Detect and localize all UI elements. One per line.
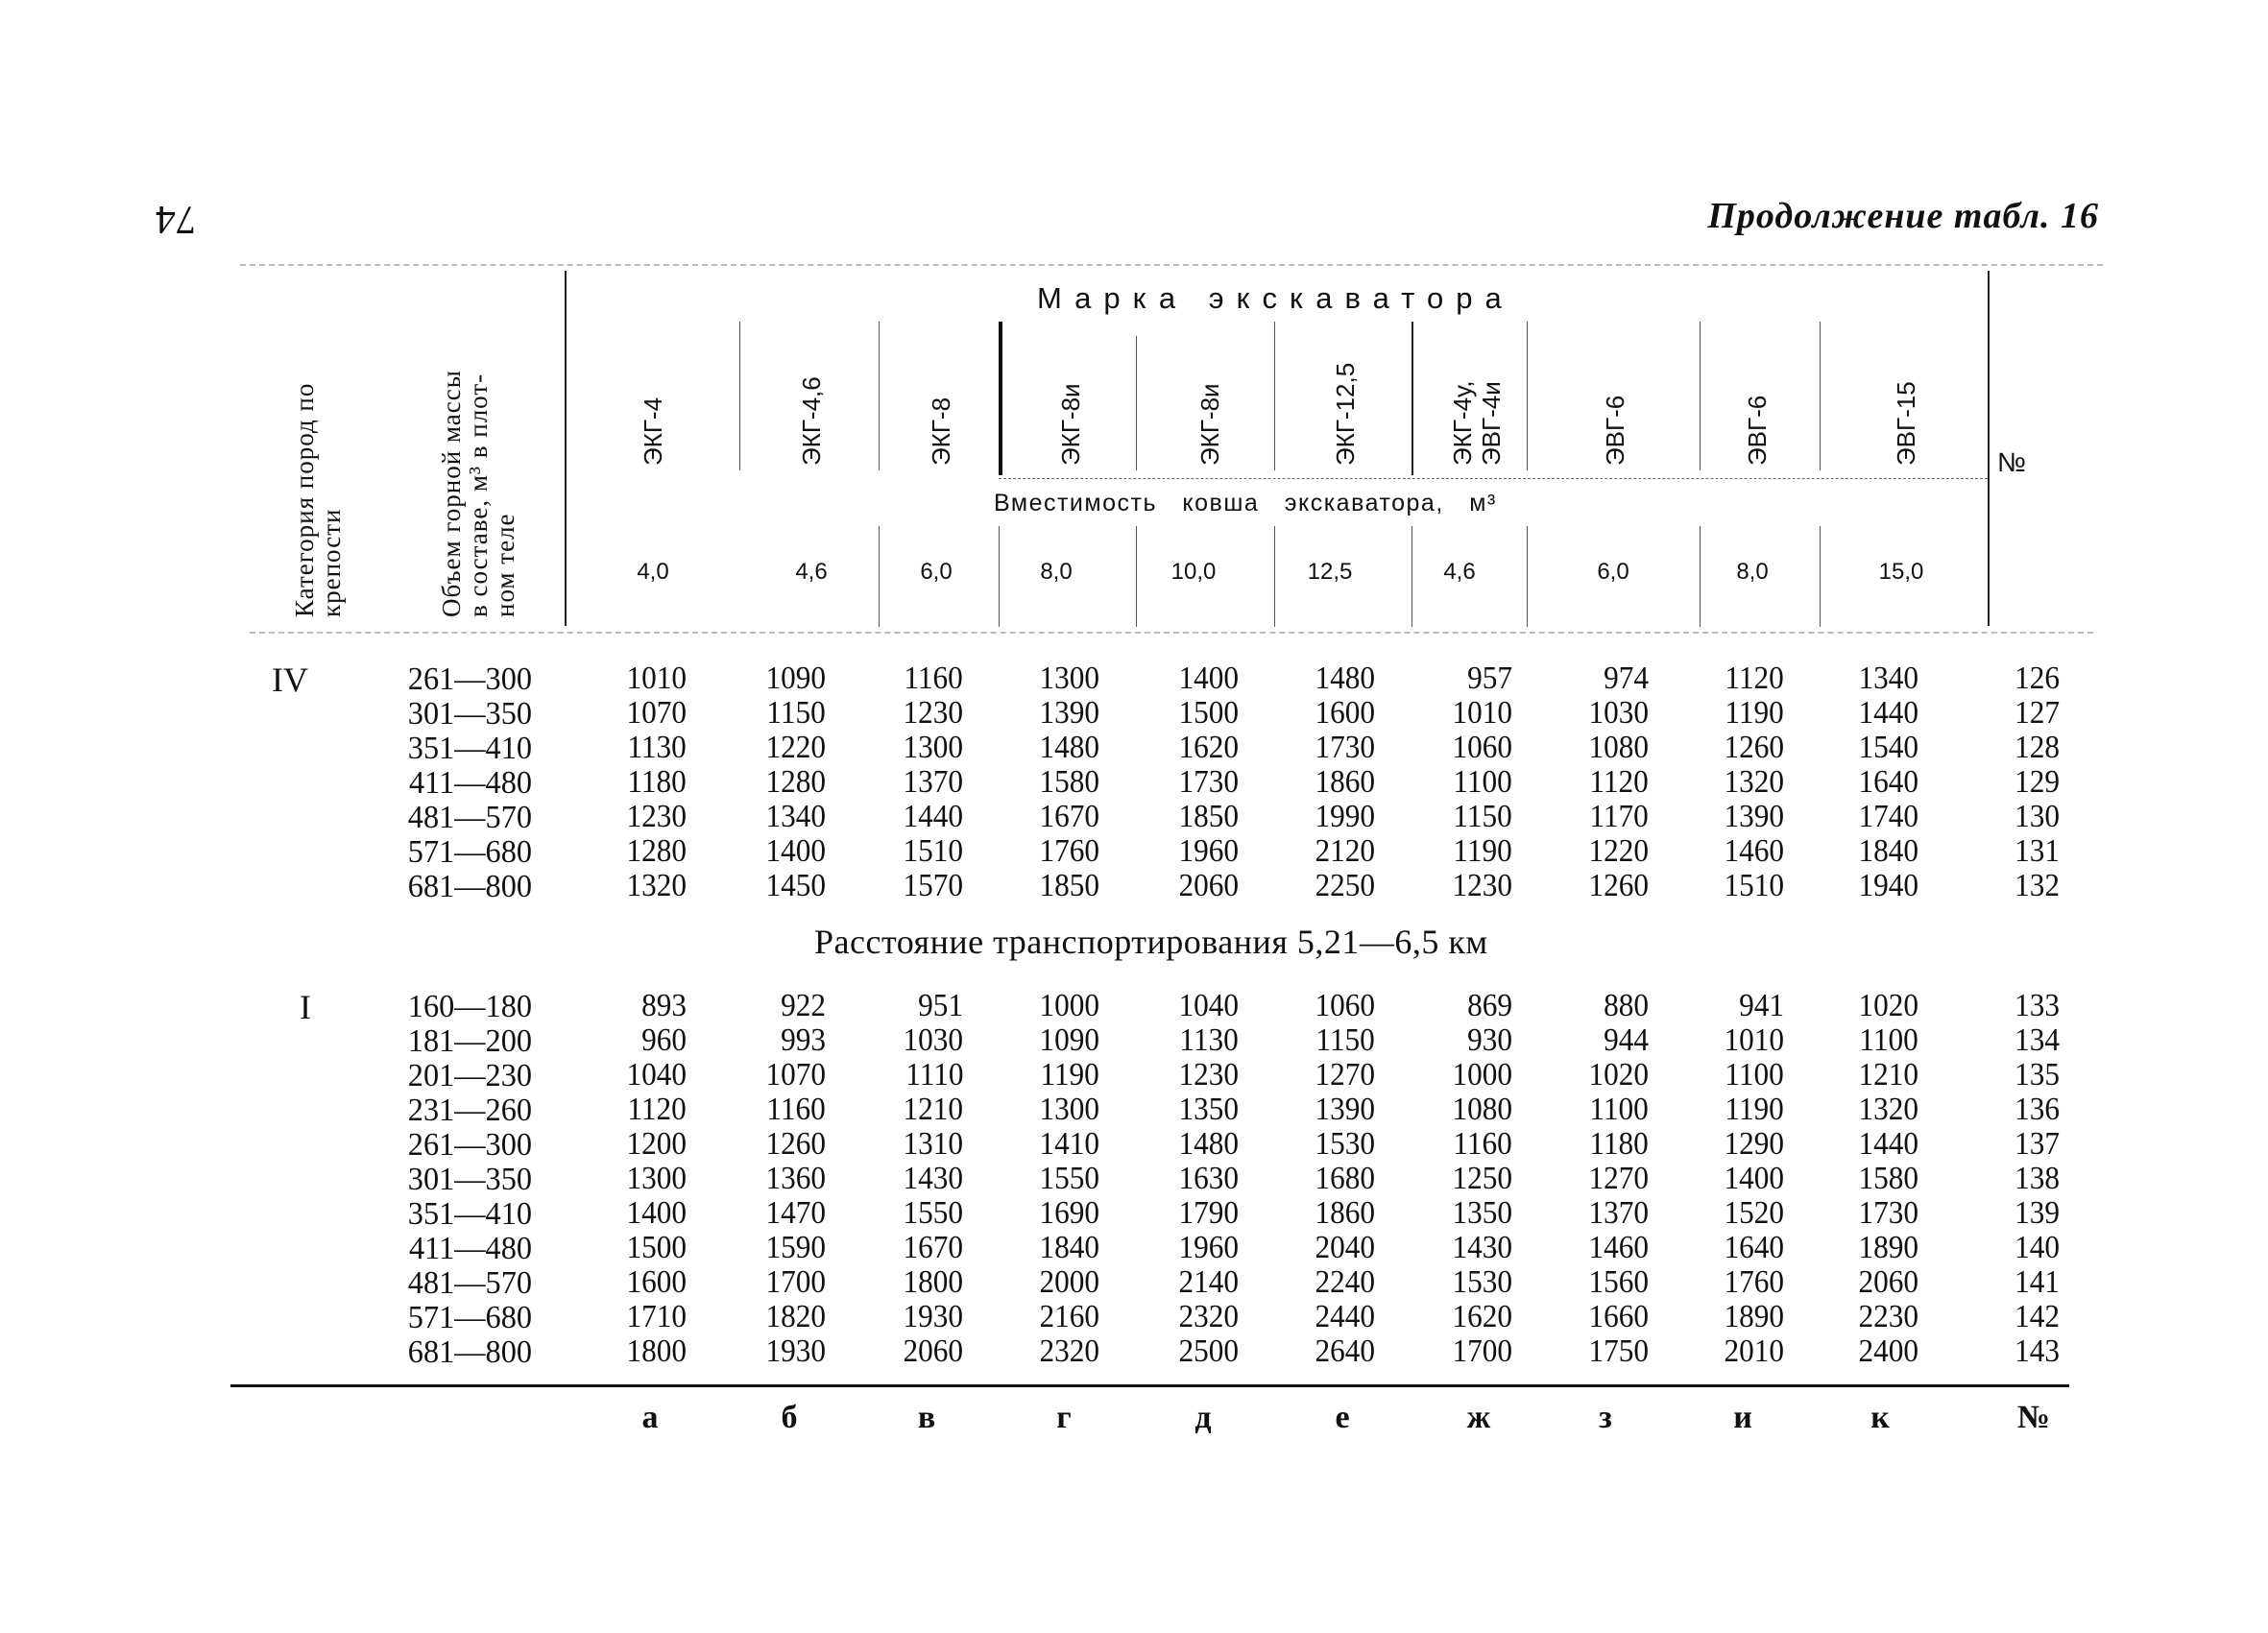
row-number: 143 (2015, 1333, 2060, 1369)
table-cell: 1090 (765, 660, 826, 696)
row-number: 139 (2015, 1195, 2060, 1231)
table-cell: 1440 (1858, 1126, 1918, 1162)
header-col-divider (999, 322, 1002, 475)
table-cell: 2060 (903, 1333, 963, 1369)
row-number: 141 (2015, 1264, 2060, 1300)
table-cell: 1820 (765, 1299, 826, 1334)
table-cell: 1530 (1452, 1264, 1512, 1300)
table-cell: 1680 (1315, 1161, 1375, 1196)
table-cell: 1450 (765, 868, 826, 903)
table-cell: 1400 (626, 1195, 687, 1231)
table-cell: 2500 (1178, 1333, 1239, 1369)
table-cell: 1480 (1039, 730, 1099, 765)
table-cell: 1730 (1315, 730, 1375, 765)
table-cell: 1180 (627, 764, 687, 800)
table-cell: 993 (781, 1022, 826, 1058)
table-cell: 1010 (626, 660, 687, 696)
table-cell: 2140 (1178, 1264, 1239, 1300)
volume-range: 261—300 (407, 661, 532, 697)
table-cell: 1460 (1724, 833, 1784, 869)
table-cell: 1060 (1315, 988, 1375, 1023)
row-number: 136 (2015, 1092, 2060, 1127)
table-cell: 1700 (1452, 1333, 1512, 1369)
table-cell: 1730 (1858, 1195, 1918, 1231)
table-cell: 1120 (627, 1092, 687, 1127)
table-cell: 1480 (1178, 1126, 1239, 1162)
model-header: ЭКГ-8и (1195, 383, 1224, 466)
capacity-value: 15,0 (1878, 559, 1924, 585)
row-number: 127 (2015, 695, 2060, 731)
table-cell: 1640 (1858, 764, 1918, 800)
table-cell: 1400 (765, 833, 826, 869)
volume-range: 231—260 (407, 1093, 532, 1128)
capacity-value: 8,0 (1040, 559, 1073, 585)
table-cell: 1260 (765, 1126, 826, 1162)
model-header: ЭКГ-12,5 (1331, 362, 1360, 466)
table-cell: 1040 (1178, 988, 1239, 1023)
table-cell: 1390 (1724, 799, 1784, 834)
table-cell: 1060 (1452, 730, 1512, 765)
table-cell: 1600 (1315, 695, 1375, 731)
table-cell: 1320 (1858, 1092, 1918, 1127)
row-number: 135 (2015, 1057, 2060, 1093)
section-title: Расстояние транспортирования 5,21—6,5 км (814, 923, 1488, 961)
table-cell: 1090 (1039, 1022, 1099, 1058)
table-cell: 1340 (765, 799, 826, 834)
table-cell: 1220 (1588, 833, 1649, 869)
table-cell: 1160 (766, 1092, 826, 1127)
table-cell: 1620 (1178, 730, 1239, 765)
table-cell: 1600 (626, 1264, 687, 1300)
table-cell: 1960 (1178, 833, 1239, 869)
table-cell: 1250 (1452, 1161, 1512, 1196)
category-header: Категория пород по крепости (290, 382, 346, 617)
model-header: ЭВГ-15 (1892, 381, 1920, 466)
table-cell: 951 (918, 988, 963, 1023)
table-cell: 1340 (1858, 660, 1918, 696)
table-cell: 1300 (1039, 660, 1099, 696)
capacity-value: 4,0 (637, 559, 669, 585)
volume-header: Объем горной массы в составе, м³ в плот- ном теле (437, 370, 519, 617)
header-col-divider (1136, 336, 1137, 470)
table-cell: 1430 (903, 1161, 963, 1196)
table-cell: 1300 (903, 730, 963, 765)
column-letter: г (1056, 1400, 1072, 1435)
volume-range: 681—800 (407, 1334, 532, 1370)
table-cell: 1080 (1588, 730, 1649, 765)
table-cell: 1270 (1315, 1057, 1375, 1093)
table-cell: 1290 (1724, 1126, 1784, 1162)
table-cell: 1800 (626, 1333, 687, 1369)
table-cell: 1530 (1315, 1126, 1375, 1162)
table-cell: 944 (1604, 1022, 1649, 1058)
table-cell: 2160 (1039, 1299, 1099, 1334)
table-cell: 1020 (1858, 988, 1918, 1023)
table-cell: 1040 (626, 1057, 687, 1093)
table-cell: 1500 (1178, 695, 1239, 731)
volume-range: 351—410 (407, 1196, 532, 1232)
model-header: ЭВГ-6 (1601, 395, 1629, 466)
table-cell: 1800 (903, 1264, 963, 1300)
header-col-divider (1820, 526, 1821, 627)
table-cell: 2640 (1315, 1333, 1375, 1369)
table-cell: 1100 (1453, 764, 1512, 800)
capacity-value: 12,5 (1307, 559, 1353, 585)
table-cell: 1960 (1178, 1230, 1239, 1265)
row-number: 128 (2015, 730, 2060, 765)
table-cell: 1690 (1039, 1195, 1099, 1231)
table-cell: 1940 (1858, 868, 1918, 903)
row-number: 138 (2015, 1161, 2060, 1196)
table-cell: 880 (1604, 988, 1649, 1023)
table-cell: 1400 (1178, 660, 1239, 696)
model-header: ЭКГ-8 (927, 396, 955, 466)
volume-range: 160—180 (407, 989, 532, 1024)
volume-range: 411—480 (408, 765, 532, 801)
category-value: IV (272, 660, 308, 699)
table-cell: 1000 (1452, 1057, 1512, 1093)
table-cell: 1890 (1724, 1299, 1784, 1334)
table-cell: 1560 (1588, 1264, 1649, 1300)
table-cell: 2120 (1315, 833, 1375, 869)
table-cell: 1190 (1725, 695, 1784, 731)
row-number: 132 (2015, 868, 2060, 903)
table-cell: 1030 (1588, 695, 1649, 731)
table-cell: 1200 (626, 1126, 687, 1162)
table-cell: 1280 (626, 833, 687, 869)
table-cell: 1100 (1859, 1022, 1918, 1058)
table-cell: 2010 (1724, 1333, 1784, 1369)
table-cell: 1300 (626, 1161, 687, 1196)
table-cell: 1020 (1588, 1057, 1649, 1093)
table-cell: 1930 (903, 1299, 963, 1334)
table-cell: 1310 (903, 1126, 963, 1162)
table-cell: 1520 (1724, 1195, 1784, 1231)
table-cell: 1210 (903, 1092, 963, 1127)
table-cell: 2000 (1039, 1264, 1099, 1300)
column-letter: з (1599, 1400, 1612, 1435)
table-cell: 1840 (1858, 833, 1918, 869)
table-cell: 2320 (1178, 1299, 1239, 1334)
table-cell: 1130 (1179, 1022, 1239, 1058)
table-cell: 2440 (1315, 1299, 1375, 1334)
page-number: 74 (156, 197, 196, 241)
table-cell: 1660 (1588, 1299, 1649, 1334)
table-cell: 1540 (1858, 730, 1918, 765)
header-col-divider (1411, 322, 1413, 475)
capacity-value: 6,0 (920, 559, 953, 585)
column-letter: д (1194, 1400, 1212, 1435)
table-cell: 1070 (765, 1057, 826, 1093)
row-number: 130 (2015, 799, 2060, 834)
column-letter: и (1733, 1400, 1752, 1435)
table-cell: 1150 (1315, 1022, 1375, 1058)
row-number: 133 (2015, 988, 2060, 1023)
table-cell: 1070 (626, 695, 687, 731)
volume-range: 481—570 (407, 1265, 532, 1301)
table-cell: 1300 (1039, 1092, 1099, 1127)
table-cell: 1750 (1588, 1333, 1649, 1369)
row-number: 142 (2015, 1299, 2060, 1334)
table-cell: 1000 (1039, 988, 1099, 1023)
table-cell: 1430 (1452, 1230, 1512, 1265)
capacity-value: 10,0 (1170, 559, 1217, 585)
volume-range: 301—350 (407, 1162, 532, 1197)
row-number: 137 (2015, 1126, 2060, 1162)
table-cell: 1030 (903, 1022, 963, 1058)
table-cell: 1390 (1039, 695, 1099, 731)
header-bottom-rule (250, 632, 2093, 634)
table-cell: 1850 (1178, 799, 1239, 834)
row-number: 140 (2015, 1230, 2060, 1265)
table-cell: 1470 (765, 1195, 826, 1231)
table-cell: 1180 (1589, 1126, 1649, 1162)
model-header: ЭВГ-6 (1743, 395, 1772, 466)
column-letter: ж (1466, 1400, 1491, 1435)
column-letter: к (1870, 1400, 1890, 1435)
table-cell: 1630 (1178, 1161, 1239, 1196)
volume-range: 571—680 (407, 1300, 532, 1335)
table-cell: 1100 (1589, 1092, 1649, 1127)
table-cell: 2060 (1858, 1264, 1918, 1300)
table-cell: 1320 (626, 868, 687, 903)
header-col-divider (1820, 322, 1821, 470)
column-letter: а (641, 1400, 659, 1435)
table-cell: 1130 (627, 730, 687, 765)
capacity-value: 6,0 (1597, 559, 1629, 585)
number-column-header: № (1997, 447, 2027, 477)
table-cell: 1230 (903, 695, 963, 731)
table-cell: 2250 (1315, 868, 1375, 903)
row-number: 134 (2015, 1022, 2060, 1058)
table-cell: 974 (1604, 660, 1649, 696)
capacity-value: 8,0 (1736, 559, 1769, 585)
table-cell: 1230 (1178, 1057, 1239, 1093)
table-cell: 1730 (1178, 764, 1239, 800)
table-cell: 1390 (1315, 1092, 1375, 1127)
category-value: I (300, 988, 311, 1026)
table-cell: 1370 (1588, 1195, 1649, 1231)
table-cell: 1480 (1315, 660, 1375, 696)
table-continuation-title: Продолжение табл. 16 (1707, 196, 2099, 236)
table-cell: 1790 (1178, 1195, 1239, 1231)
table-cell: 960 (641, 1022, 687, 1058)
column-letter: б (781, 1400, 798, 1435)
table-cell: 941 (1739, 988, 1784, 1023)
table-cell: 1440 (1858, 695, 1918, 731)
table-cell: 869 (1467, 988, 1512, 1023)
excavator-mark-title: Марка экскаватора (1037, 281, 1514, 315)
table-cell: 1370 (903, 764, 963, 800)
table-cell: 1320 (1724, 764, 1784, 800)
volume-range: 301—350 (407, 696, 532, 732)
volume-range: 261—300 (407, 1127, 532, 1163)
table-cell: 1460 (1588, 1230, 1649, 1265)
table-cell: 1700 (765, 1264, 826, 1300)
table-cell: 1400 (1724, 1161, 1784, 1196)
table-cell: 922 (781, 988, 826, 1023)
table-cell: 1440 (903, 799, 963, 834)
table-cell: 1500 (626, 1230, 687, 1265)
table-cell: 1190 (1040, 1057, 1099, 1093)
table-cell: 1860 (1315, 1195, 1375, 1231)
table-cell: 1160 (904, 660, 963, 696)
table-cell: 2230 (1858, 1299, 1918, 1334)
row-number: 126 (2015, 660, 2060, 696)
table-cell: 1280 (765, 764, 826, 800)
table-cell: 1510 (903, 833, 963, 869)
table-cell: 2400 (1858, 1333, 1918, 1369)
header-top-rule (240, 264, 2103, 266)
header-col-divider (1274, 322, 1275, 470)
model-header: ЭКГ-8и (1056, 383, 1085, 466)
column-letter: е (1335, 1400, 1350, 1435)
table-cell: 1120 (1725, 660, 1784, 696)
table-cell: 2320 (1039, 1333, 1099, 1369)
table-cell: 1260 (1724, 730, 1784, 765)
bucket-capacity-title: Вместимость ковша экскаватора, м³ (994, 490, 1497, 516)
table-cell: 1120 (1589, 764, 1649, 800)
table-cell: 1210 (1858, 1057, 1918, 1093)
capacity-value: 4,6 (1443, 559, 1476, 585)
volume-range: 571—680 (407, 834, 532, 870)
table-cell: 1860 (1315, 764, 1375, 800)
table-cell: 1890 (1858, 1230, 1918, 1265)
table-cell: 1110 (905, 1057, 963, 1093)
volume-range: 681—800 (407, 869, 532, 904)
table-cell: 1550 (1039, 1161, 1099, 1196)
column-letter: в (917, 1400, 936, 1435)
table-cell: 1150 (766, 695, 826, 731)
table-cell: 1850 (1039, 868, 1099, 903)
table-cell: 1220 (765, 730, 826, 765)
header-col-divider (1527, 526, 1528, 627)
table-cell: 1580 (1858, 1161, 1918, 1196)
table-cell: 2060 (1178, 868, 1239, 903)
table-cell: 1080 (1452, 1092, 1512, 1127)
table-cell: 1640 (1724, 1230, 1784, 1265)
table-cell: 1150 (1453, 799, 1512, 834)
header-col-divider (1700, 322, 1701, 470)
table-cell: 1230 (1452, 868, 1512, 903)
table-cell: 930 (1467, 1022, 1512, 1058)
table-cell: 1570 (903, 868, 963, 903)
table-cell: 1620 (1452, 1299, 1512, 1334)
volume-range: 351—410 (407, 731, 532, 766)
volume-range: 411—480 (408, 1231, 532, 1266)
table-cell: 1990 (1315, 799, 1375, 834)
table-cell: 1160 (1453, 1126, 1512, 1162)
table-cell: 1740 (1858, 799, 1918, 834)
table-cell: 893 (641, 988, 687, 1023)
table-cell: 1590 (765, 1230, 826, 1265)
header-col-divider (565, 271, 567, 626)
table-cell: 1840 (1039, 1230, 1099, 1265)
volume-range: 201—230 (407, 1058, 532, 1093)
row-number: 131 (2015, 833, 2060, 869)
table-cell: 1260 (1588, 868, 1649, 903)
header-col-divider (739, 322, 740, 470)
table-cell: 2240 (1315, 1264, 1375, 1300)
model-header: ЭКГ-4 (639, 396, 667, 466)
volume-range: 181—200 (407, 1023, 532, 1059)
table-cell: 957 (1467, 660, 1512, 696)
table-cell: 1190 (1725, 1092, 1784, 1127)
header-col-divider (1988, 271, 1990, 626)
table-cell: 1670 (903, 1230, 963, 1265)
model-header: ЭКГ-4у, ЭВГ-4и (1448, 380, 1506, 466)
table-cell: 1360 (765, 1161, 826, 1196)
table-cell: 1410 (1039, 1126, 1099, 1162)
table-cell: 1710 (626, 1299, 687, 1334)
table-cell: 1270 (1588, 1161, 1649, 1196)
table-bottom-rule (230, 1384, 2069, 1387)
table-cell: 1010 (1452, 695, 1512, 731)
table-cell: 2040 (1315, 1230, 1375, 1265)
table-cell: 1580 (1039, 764, 1099, 800)
table-cell: 1350 (1452, 1195, 1512, 1231)
model-header: ЭКГ-4,6 (797, 376, 826, 466)
table-cell: 1350 (1178, 1092, 1239, 1127)
table-cell: 1100 (1725, 1057, 1784, 1093)
table-cell: 1930 (765, 1333, 826, 1369)
column-letter-number: № (2016, 1400, 2051, 1435)
table-cell: 1010 (1724, 1022, 1784, 1058)
table-cell: 1550 (903, 1195, 963, 1231)
header-col-divider (879, 322, 880, 470)
table-cell: 1760 (1039, 833, 1099, 869)
table-cell: 1670 (1039, 799, 1099, 834)
table-cell: 1760 (1724, 1264, 1784, 1300)
table-cell: 1190 (1453, 833, 1512, 869)
capacity-divider (999, 478, 1988, 479)
table-cell: 1170 (1589, 799, 1649, 834)
row-number: 129 (2015, 764, 2060, 800)
table-cell: 1510 (1724, 868, 1784, 903)
table-cell: 1230 (626, 799, 687, 834)
capacity-value: 4,6 (795, 559, 828, 585)
volume-range: 481—570 (407, 800, 532, 835)
header-col-divider (1527, 322, 1528, 470)
